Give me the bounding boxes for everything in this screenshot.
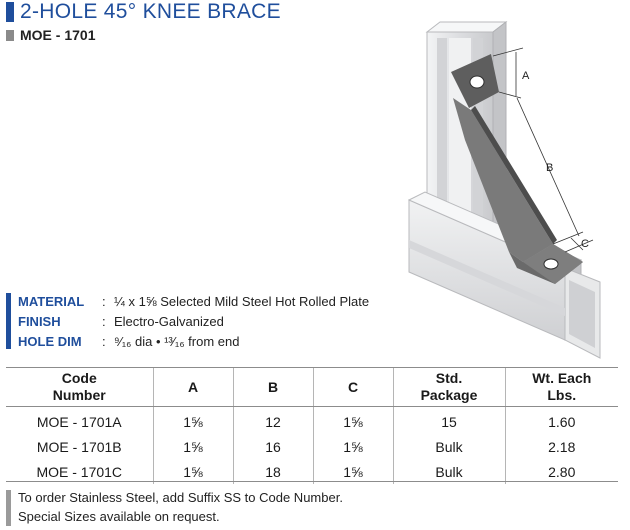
table-cell: 2.80 — [505, 459, 618, 484]
table-cell: 1⅝ — [313, 434, 393, 459]
dimension-label-b: B — [546, 162, 554, 174]
column-header: Code Number — [6, 368, 153, 407]
table-cell: MOE - 1701A — [36, 413, 122, 430]
table-header-row — [6, 368, 618, 407]
table-cell: 16 — [233, 434, 313, 459]
table-cell: 1⅝ — [313, 407, 393, 435]
table-cell: Bulk — [393, 434, 505, 459]
table-row — [6, 407, 618, 435]
column-header: Std. Package — [393, 368, 505, 407]
spec-label: MATERIAL — [18, 294, 85, 309]
specification-table — [6, 368, 618, 484]
table-cell: 1⅝ — [153, 434, 233, 459]
knee-brace-illustration — [405, 0, 625, 370]
dimension-label-c: C — [581, 238, 589, 250]
table-cell: 1⅝ — [153, 459, 233, 484]
spec-label: FINISH — [18, 314, 61, 329]
subtitle-marker — [6, 30, 14, 41]
special-sizes-note: Special Sizes available on request. — [18, 509, 220, 524]
column-header: A — [153, 368, 233, 407]
title-accent-bar — [6, 2, 14, 22]
table-cell: 18 — [233, 459, 313, 484]
table-row — [6, 434, 618, 459]
spec-accent-bar — [6, 293, 11, 349]
column-header: B — [233, 368, 313, 407]
column-header: C — [313, 368, 393, 407]
table-cell: 15 — [393, 407, 505, 435]
spec-colon: : — [102, 294, 106, 309]
table-bottom-rule — [6, 481, 618, 482]
spec-value: ¼ x 1⅝ Selected Mild Steel Hot Rolled Plate — [114, 294, 370, 309]
stainless-note: To order Stainless Steel, add Suffix SS to Code Number. — [18, 490, 343, 505]
spec-value: Electro-Galvanized — [114, 314, 224, 329]
spec-label: HOLE DIM — [18, 334, 82, 349]
note-accent-bar — [6, 490, 11, 526]
table-cell: MOE - 1701B — [36, 438, 122, 455]
table-cell: 1⅝ — [153, 407, 233, 435]
table-cell: 1⅝ — [313, 459, 393, 484]
table-cell: Bulk — [393, 459, 505, 484]
spec-colon: : — [102, 334, 106, 349]
column-header: Wt. Each Lbs. — [505, 368, 618, 407]
dimension-label-a: A — [522, 70, 530, 82]
page-title: 2-HOLE 45° KNEE BRACE — [20, 0, 281, 23]
part-number-subtitle: MOE - 1701 — [20, 27, 96, 43]
table-cell: MOE - 1701C — [36, 463, 123, 480]
spec-colon: : — [102, 314, 106, 329]
table-cell: 1.60 — [505, 407, 618, 435]
spec-value: ⁹⁄₁₆ dia • ¹³⁄₁₆ from end — [114, 334, 240, 349]
table-cell: 12 — [233, 407, 313, 435]
table-cell: 2.18 — [505, 434, 618, 459]
